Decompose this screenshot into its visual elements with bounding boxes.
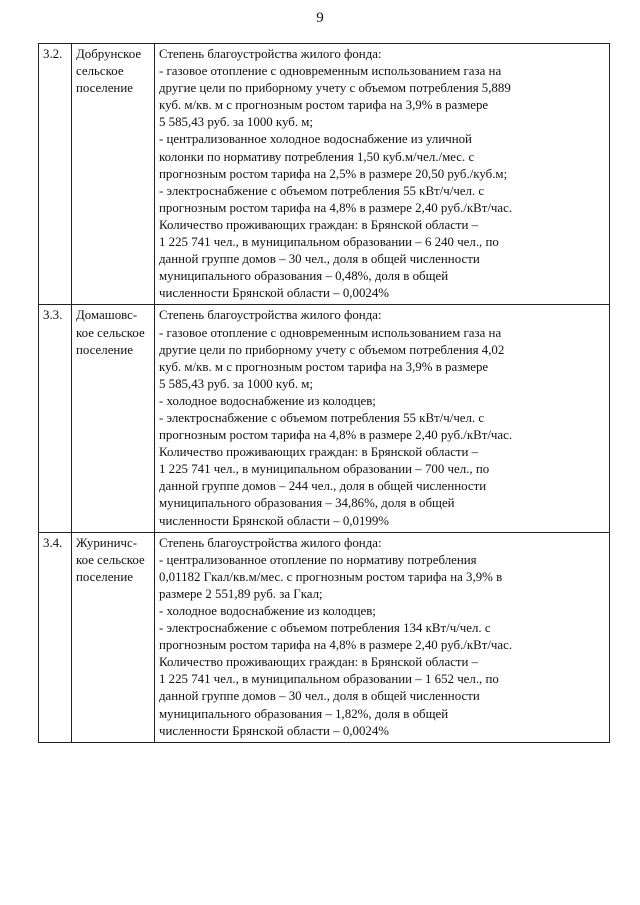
description-line: численности Брянской области – 0,0024% xyxy=(159,723,390,738)
description-line: размере 2 551,89 руб. за Гкал; xyxy=(159,586,323,601)
settlement-name-line: поселение xyxy=(76,342,133,357)
description-line: - электроснабжение с объемом потребления 134 кВт/ч/чел. с xyxy=(159,621,491,636)
table-row xyxy=(39,44,610,305)
description-line: куб. м/кв. м с прогнозным ростом тарифа на 3,9% в размере xyxy=(159,98,489,113)
description-line: - газовое отопление с одновременным использованием газа на xyxy=(159,325,502,340)
description-line: муниципального образования – 0,48%, доля в общей xyxy=(159,269,449,284)
row-number: 3.4. xyxy=(39,532,72,742)
description-line: 1 225 741 чел., в муниципальном образовании – 700 чел., по xyxy=(159,462,490,477)
description-line: 0,01182 Гкал/кв.м/мес. с прогнозным ростом тарифа на 3,9% в xyxy=(159,569,503,584)
description-line: прогнозным ростом тарифа на 2,5% в размере 20,50 руб./куб.м; xyxy=(159,166,508,181)
table-body xyxy=(39,44,610,743)
settlement-name xyxy=(72,305,155,532)
description-line: прогнозным ростом тарифа на 4,8% в размере 2,40 руб./кВт/час. xyxy=(159,428,513,443)
settlement-name-line: поселение xyxy=(76,81,133,96)
description-line: прогнозным ростом тарифа на 4,8% в размере 2,40 руб./кВт/час. xyxy=(159,200,513,215)
description-line: данной группе домов – 244 чел., доля в общей численности xyxy=(159,479,487,494)
settlement-name-line: Домашовс- xyxy=(76,308,138,323)
row-number: 3.3. xyxy=(39,305,72,532)
description-line: Количество проживающих граждан: в Брянской области – xyxy=(159,445,479,460)
description-line: 1 225 741 чел., в муниципальном образовании – 1 652 чел., по xyxy=(159,672,499,687)
description-line: другие цели по приборному учету с объемом потребления 4,02 xyxy=(159,342,505,357)
settlement-name-line: Добрунское xyxy=(76,47,142,61)
description-line: Количество проживающих граждан: в Брянской области – xyxy=(159,655,479,670)
description-line: куб. м/кв. м с прогнозным ростом тарифа на 3,9% в размере xyxy=(159,359,489,374)
page-number: 9 xyxy=(316,10,324,26)
row-number: 3.2. xyxy=(39,44,72,305)
housing-description xyxy=(155,44,610,305)
description-line: Количество проживающих граждан: в Брянской области – xyxy=(159,217,479,232)
description-line: - холодное водоснабжение из колодцев; xyxy=(159,393,376,408)
settlement-name-line: кое сельское xyxy=(76,325,145,340)
description-line: Степень благоустройства жилого фонда: xyxy=(159,47,382,61)
tariff-table xyxy=(38,43,610,743)
settlement-name xyxy=(72,44,155,305)
description-line: численности Брянской области – 0,0199% xyxy=(159,513,390,528)
settlement-name-line: кое сельское xyxy=(76,552,145,567)
description-line: муниципального образования – 34,86%, доля в общей xyxy=(159,496,455,511)
table-row xyxy=(39,305,610,532)
description-line: численности Брянской области – 0,0024% xyxy=(159,286,390,301)
description-line: муниципального образования – 1,82%, доля в общей xyxy=(159,706,449,721)
settlement-name-line: поселение xyxy=(76,569,133,584)
settlement-name xyxy=(72,532,155,742)
description-line: - электроснабжение с объемом потребления 55 кВт/ч/чел. с xyxy=(159,410,485,425)
settlement-name-line: сельское xyxy=(76,64,124,79)
description-line: - централизованное отопление по нормативу потребления xyxy=(159,552,477,567)
description-line: 5 585,43 руб. за 1000 куб. м; xyxy=(159,115,314,130)
description-line: - газовое отопление с одновременным использованием газа на xyxy=(159,64,502,79)
description-line: - холодное водоснабжение из колодцев; xyxy=(159,604,376,618)
description-line: другие цели по приборному учету с объемом потребления 5,889 xyxy=(159,81,511,96)
description-line: прогнозным ростом тарифа на 4,8% в размере 2,40 руб./кВт/час. xyxy=(159,638,513,653)
description-line: - электроснабжение с объемом потребления 55 кВт/ч/чел. с xyxy=(159,183,485,198)
description-line: данной группе домов – 30 чел., доля в общей численности xyxy=(159,252,480,267)
settlement-name-line: Журиничс- xyxy=(76,535,138,550)
housing-description xyxy=(155,532,610,742)
description-line: данной группе домов – 30 чел., доля в общей численности xyxy=(159,689,480,704)
description-line: колонки по нормативу потребления 1,50 куб.м/чел./мес. с xyxy=(159,149,475,164)
description-line: 1 225 741 чел., в муниципальном образовании – 6 240 чел., по xyxy=(159,235,499,250)
description-line: Степень благоустройства жилого фонда: xyxy=(159,535,382,550)
housing-description xyxy=(155,305,610,532)
description-line: - централизованное холодное водоснабжение из уличной xyxy=(159,132,472,147)
description-line: 5 585,43 руб. за 1000 куб. м; xyxy=(159,376,314,391)
description-line: Степень благоустройства жилого фонда: xyxy=(159,308,382,323)
table-row xyxy=(39,532,610,742)
